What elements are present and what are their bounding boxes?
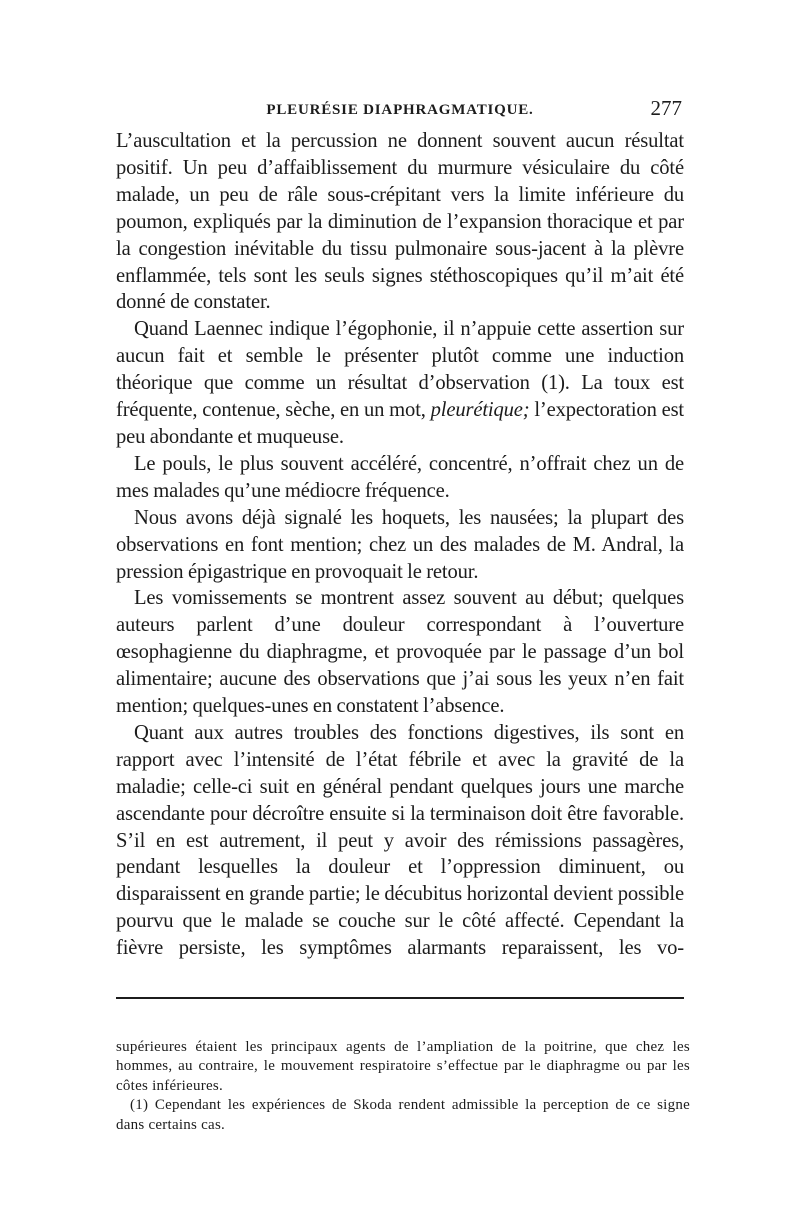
footnote-1: (1) Cependant les expériences de Skoda rendent admissible la perception de ce signe dans certains cas. [116,1097,690,1133]
paragraph-auscultation: L’auscultation et la percussion ne donnent souvent aucun résultat positif. Un peu d’affaiblissement du murmure vésiculaire du côté malade, un peu de râle sous-crépitant vers la limite inférieure du poumon, expliqués par la diminution de l’expansion thoracique et par la congestion inévitable du tissu pulmonaire sous-jacent à la plèvre enflammée, tels sont les seuls signes stéthoscopiques qu’il m’ait été donné de constater. [116,130,684,314]
footnotes [116,1038,690,1135]
main-text [116,128,684,962]
paragraph-hoquets: Nous avons déjà signalé les hoquets, les nausées; la plupart des observations en font mention; chez un des malades de M. Andral, la pression épigastrique en provoquait le retour. [116,506,684,583]
footnote-continuation: supérieures étaient les principaux agents de l’ampliation de la poitrine, que chez les hommes, au contraire, le mouvement respiratoire s’effectue par le diaphragme ou par les côtes inférieures. [116,1039,690,1094]
running-head-title: PLEURÉSIE DIAPHRAGMATIQUE. [266,102,534,118]
running-head [116,96,684,126]
paragraph-troubles-digestifs: Quant aux autres troubles des fonctions digestives, ils sont en rapport avec l’intensité de l’état fébrile et avec la gravité de la maladie; celle-ci suit en général pendant quelques jours une marche ascendante pour décroître ensuite si la terminaison doit être favorable. S’il en est autrement, il peut y avoir des rémissions passagères, pendant lesquelles la douleur et l’oppression diminuent, ou disparaissent en grande partie; le décubitus horizontal devient possible pourvu que le malade se couche sur le côté affecté. Cependant la fièvre persiste, les symptômes alarmants reparaissent, les vo- [116,721,684,960]
paragraph-laennec [116,316,684,451]
laennec-text-before: Quand Laennec indique l’égophonie, il n’appuie cette assertion sur aucun fait et semble le présenter plutôt comme une induction théorique que comme un résultat d’observation (1). La toux est fréquente, contenue, sèche, en un mot, [116,318,684,422]
laennec-emphasis: pleurétique; [430,399,530,422]
paragraph-pouls: Le pouls, le plus souvent accéléré, concentré, n’offrait chez un de mes malades qu’une médiocre fréquence. [116,452,684,502]
laennec-text-after: l’expectoration est peu abondante et muqueuse. [116,399,685,448]
page-number: 277 [650,96,682,120]
footnote-separator [116,997,684,999]
paragraph-vomissements: Les vomissements se montrent assez souvent au début; quelques auteurs parlent d’une douleur correspondant à l’ouverture œsophagienne du diaphragme, et provoquée par le passage d’un bol alimentaire; aucune des observations que j’ai sous les yeux n’en fait mention; quelques-unes en constatent l’absence. [116,587,684,718]
